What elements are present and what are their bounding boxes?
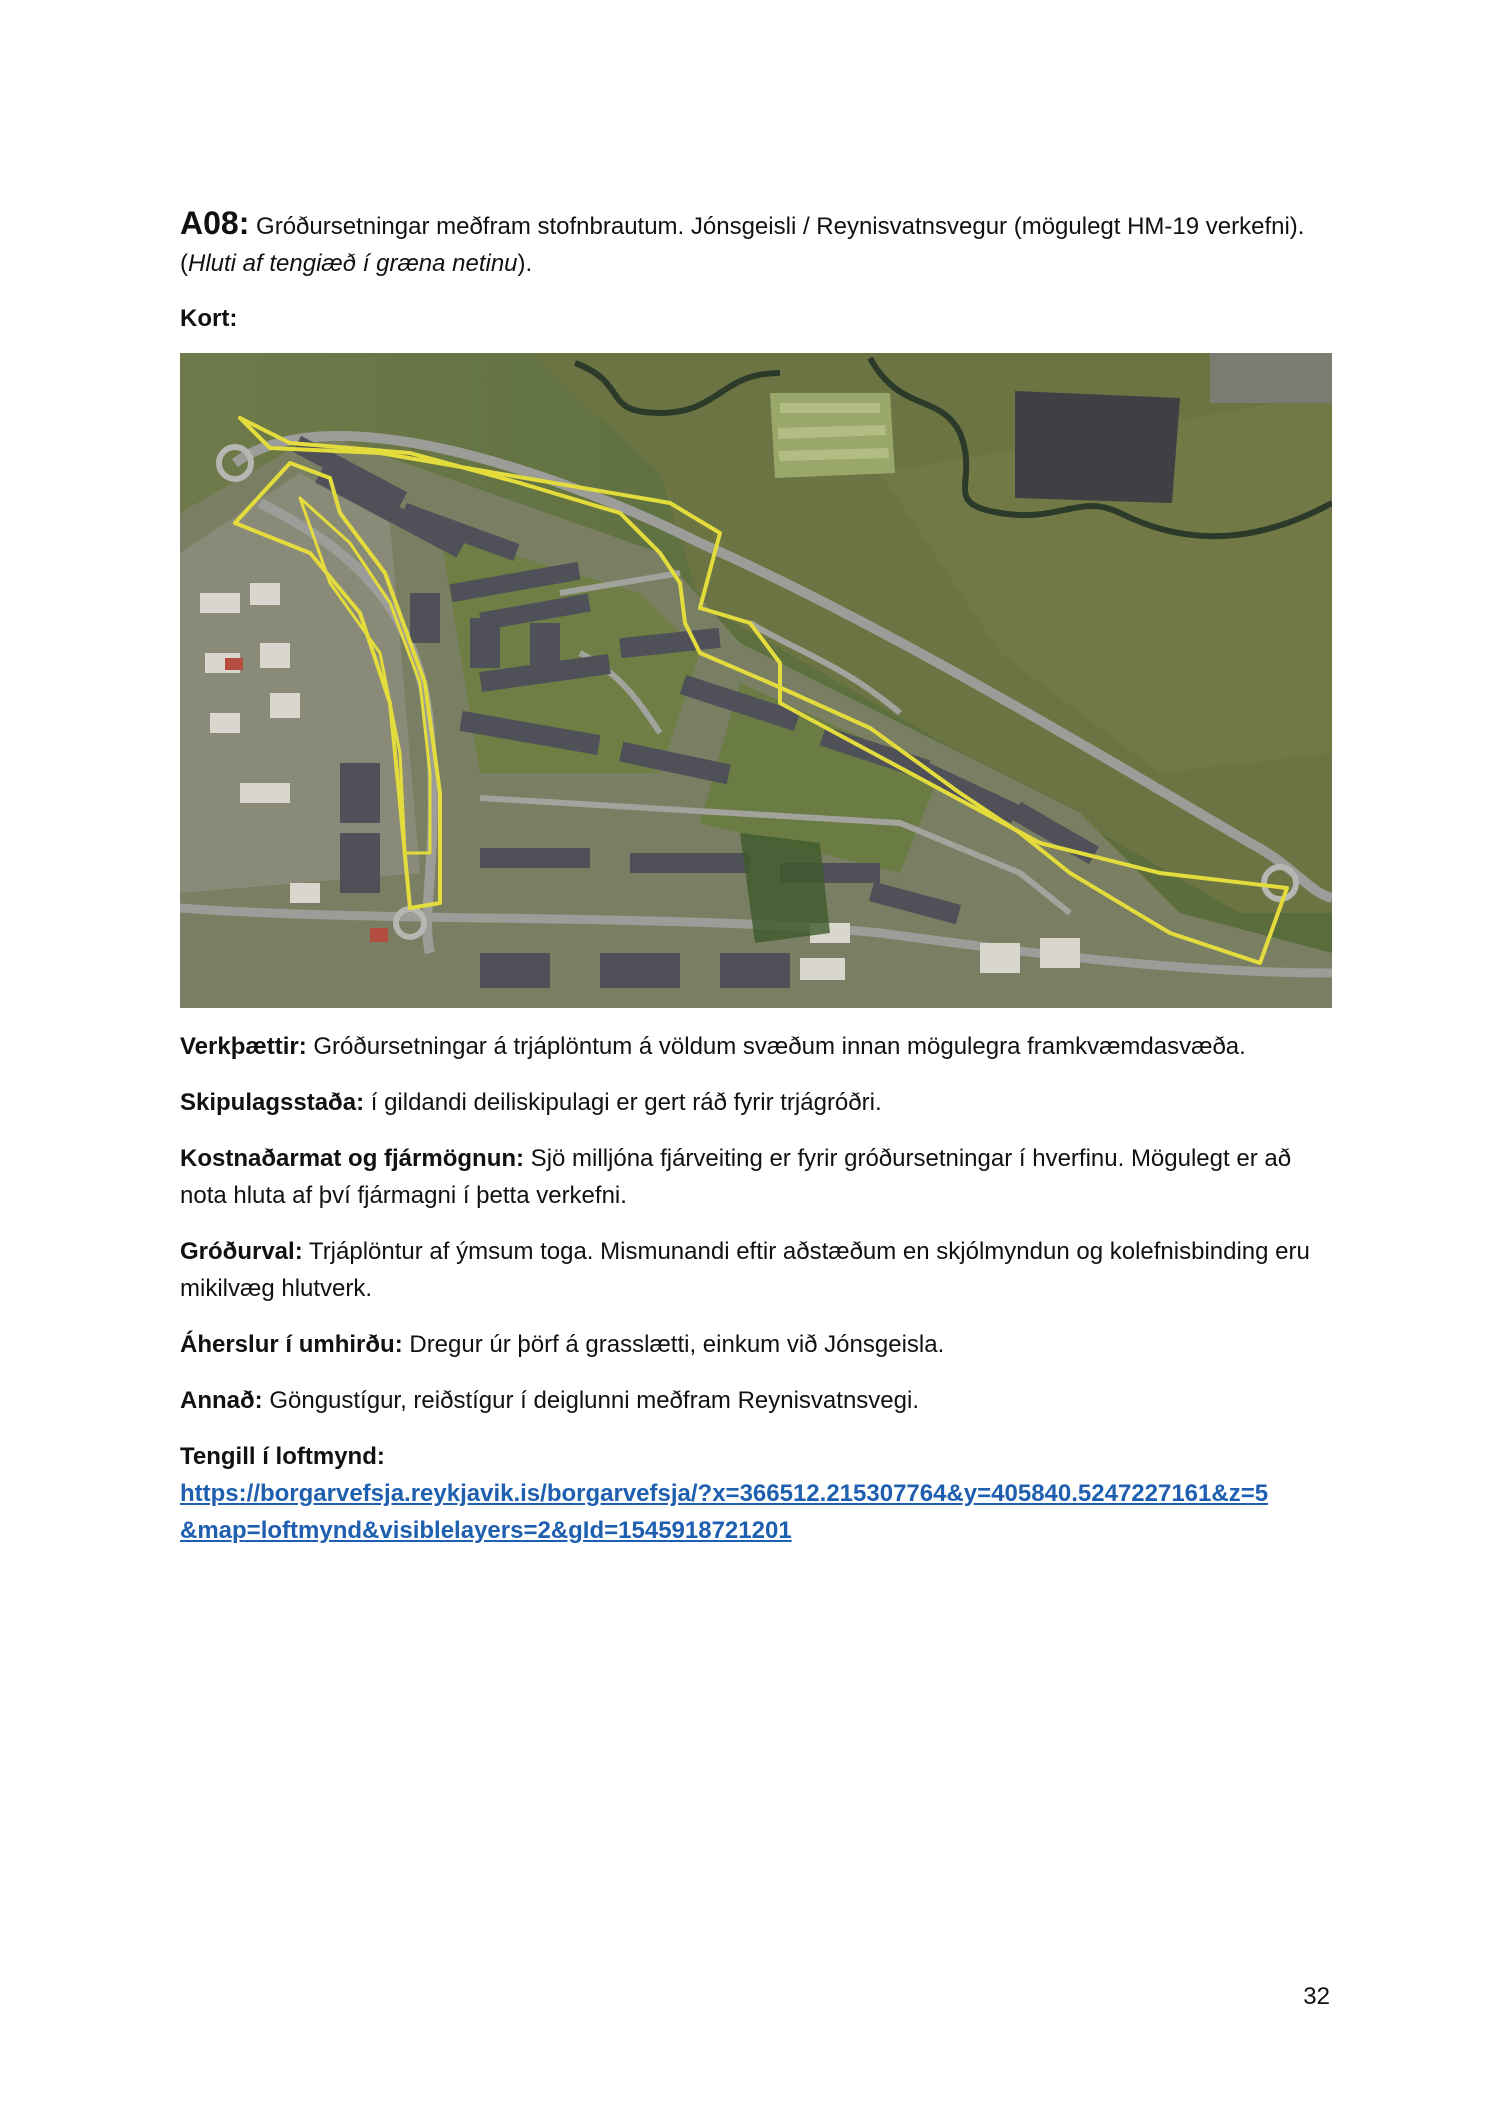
section-code: A08: <box>180 205 250 241</box>
section-heading <box>180 205 1330 282</box>
paragraph-label: Skipulagsstaða: <box>180 1089 365 1116</box>
paragraph-text: Gróðursetningar á trjáplöntum á völdum svæðum innan mögulegra framkvæmdasvæða. <box>306 1033 1246 1060</box>
paragraph-label: Verkþættir: <box>180 1033 307 1060</box>
heading-text: Gróðursetningar meðfram stofnbrautum. Jónsgeisli / Reynisvatnsvegur (mögulegt HM-19 verkefni). ( <box>180 213 1305 277</box>
paragraph-kostnadarmat <box>180 1140 1330 1214</box>
paragraph-aherslur <box>180 1326 1330 1363</box>
paragraph-text: í gildandi deiliskipulagi er gert ráð fyrir trjágróðri. <box>364 1089 882 1116</box>
heading-italic: Hluti af tengiæð í græna netinu <box>188 250 518 277</box>
aerial-map-link[interactable] <box>180 1475 1330 1549</box>
paragraph-annad <box>180 1382 1330 1419</box>
map-label: Kort: <box>180 305 238 332</box>
paragraph-label: Áherslur í umhirðu: <box>180 1331 403 1358</box>
paragraph-text: Dregur úr þörf á grasslætti, einkum við Jónsgeisla. <box>402 1331 945 1358</box>
paragraph-skipulagsstada <box>180 1084 1330 1121</box>
link-label: Tengill í loftmynd: <box>180 1443 385 1470</box>
link-url-line1: https://borgarvefsja.reykjavik.is/borgarvefsja/?x=366512.215307764&y=405840.5247227161&z=5 <box>180 1480 1269 1507</box>
page-content <box>180 205 1330 1549</box>
paragraph-grodurval <box>180 1233 1330 1307</box>
page-number: 32 <box>1303 1983 1330 2010</box>
link-url-line2: &map=loftmynd&visiblelayers=2&gId=1545918721201 <box>180 1517 792 1544</box>
paragraph-label: Kostnaðarmat og fjármögnun: <box>180 1145 525 1172</box>
paragraph-text: Göngustígur, reiðstígur í deiglunni meðfram Reynisvatnsvegi. <box>262 1387 919 1414</box>
aerial-photo-map <box>180 353 1332 1008</box>
paragraph-label: Gróðurval: <box>180 1238 303 1265</box>
paragraph-verkthaettir <box>180 1028 1330 1065</box>
paragraph-text: Sjö milljóna fjárveiting er fyrir gróðursetningar í hverfinu. Mögulegt er að nota hluta af því fjármagni í þetta verkefni. <box>180 1145 1292 1209</box>
paragraph-text: Trjáplöntur af ýmsum toga. Mismunandi eftir aðstæðum en skjólmyndun og kolefnisbinding eru mikilvæg hlutverk. <box>180 1238 1310 1302</box>
paragraph-label: Annað: <box>180 1387 263 1414</box>
heading-text-end: ). <box>517 250 533 277</box>
